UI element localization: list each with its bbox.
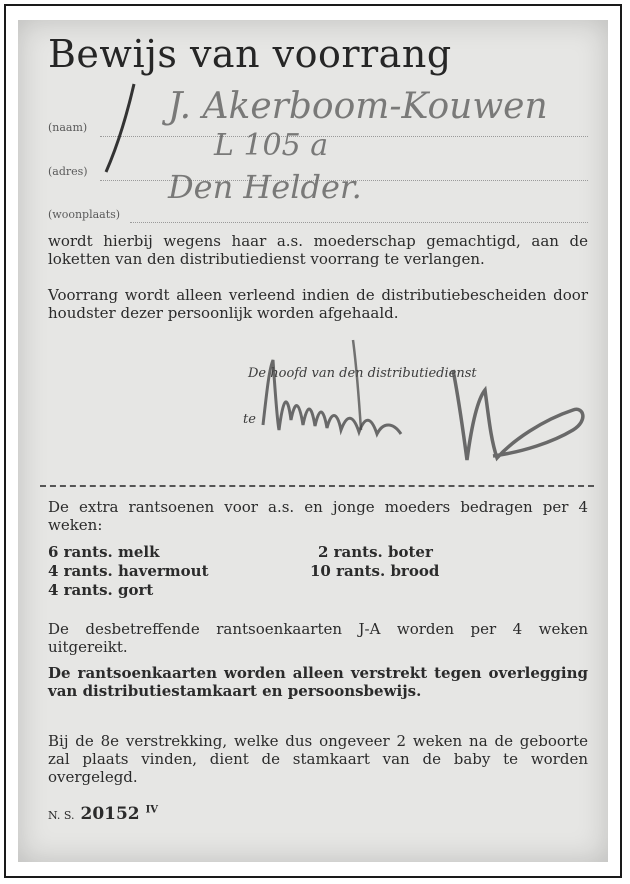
ration-item: 6 rants. melk [48,543,160,561]
ration-item: 4 rants. havermout [48,562,209,580]
ration-item: 2 rants. boter [318,543,433,561]
ration-requirements-note: De rantsoenkaarten worden alleen verstrekt tegen overlegging van distributiestamkaart en persoonsbewijs. [48,664,588,700]
field-label-name: (naam) [48,121,88,134]
ration-row [48,581,588,600]
ration-row [48,543,588,562]
baby-card-note: Bij de 8e verstrekking, welke dus ongeveer 2 weken na de geboorte zal plaats vinden, dient de stamkaart van de baby te worden overgelegd. [48,732,588,786]
ration-row [48,562,588,581]
ration-item: 4 rants. gort [48,581,154,599]
field-label-address: (adres) [48,165,88,178]
section-divider [40,485,594,487]
ration-item: 10 rants. brood [310,562,440,580]
serial-suffix: IV [145,804,158,816]
ration-cards-note: De desbetreffende rantsoenkaarten J-A worden per 4 weken uitgereikt. [48,620,588,656]
serial-number [48,804,158,824]
signature-caption: De hoofd van den distributiedienst [248,366,477,381]
field-value-name: J. Akerboom-Kouwen [168,86,548,127]
rations-intro: De extra rantsoenen voor a.s. en jonge moeders bedragen per 4 weken: [48,498,588,534]
field-line-city [130,222,588,223]
serial-series: N. S. [48,809,75,822]
field-value-address: L 105 a [214,128,329,163]
field-label-city: (woonplaats) [48,208,121,221]
authorization-text: wordt hierbij wegens haar a.s. moederschap gemachtigd, aan de loketten van den distributiedienst voorrang te verlangen. [48,232,588,268]
official-signature [253,330,593,470]
conditions-text: Voorrang wordt alleen verleend indien de distributiebescheiden door houdster dezer persoonlijk worden afgehaald. [48,286,588,322]
field-line-name [100,136,588,137]
field-value-city: Den Helder. [168,168,362,206]
ration-list [48,543,588,600]
handwritten-stroke [102,80,142,180]
serial-value: 20152 [80,804,140,824]
card-title: Bewijs van voorrang [48,32,452,76]
signature-place: te [243,412,256,427]
ration-card [18,20,608,862]
